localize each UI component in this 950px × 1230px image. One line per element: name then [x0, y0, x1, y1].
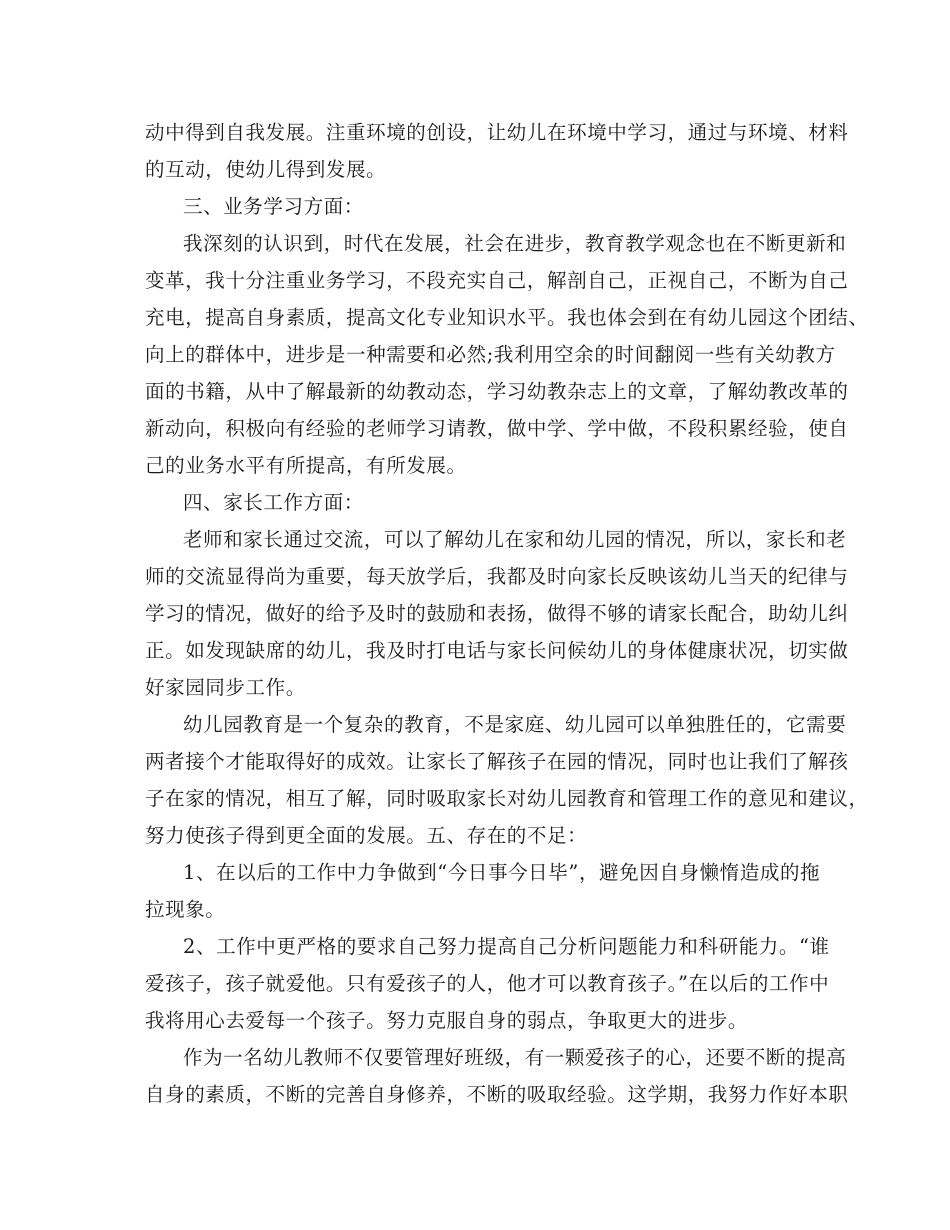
text-line: 师的交流显得尚为重要，每天放学后，我都及时向家长反映该幼儿当天的纪律与: [145, 565, 849, 588]
text-line: 面的书籍，从中了解最新的幼教动态，学习幼教杂志上的文章，了解幼教改革的: [145, 380, 849, 403]
text-line: 自身的素质，不断的完善自身修养，不断的吸取经验。这学期，我努力作好本职: [145, 1083, 849, 1106]
text-line: 己的业务水平有所提高，有所发展。: [145, 454, 467, 477]
text-line: 努力使孩子得到更全面的发展。五、存在的不足：: [145, 824, 588, 847]
text-line: 好家园同步工作。: [145, 676, 306, 699]
text-line: 子在家的情况，相互了解，同时吸取家长对幼儿园教育和管理工作的意见和建议，: [145, 787, 869, 810]
text-line: 我将用心去爱每一个孩子。努力克服自身的弱点，争取更大的进步。: [145, 1009, 749, 1032]
text-line: 新动向，积极向有经验的老师学习请教，做中学、学中做，不段积累经验，使自: [145, 417, 849, 440]
text-line: 作为一名幼儿教师不仅要管理好班级，有一颗爱孩子的心，还要不断的提高: [183, 1046, 847, 1069]
text-line: 正。如发现缺席的幼儿，我及时打电话与家长问候幼儿的身体健康状况，切实做: [145, 639, 849, 662]
text-line: 1、在以后的工作中力争做到“今日事今日毕”，避免因自身懒惰造成的拖: [183, 861, 821, 884]
text-line: 爱孩子，孩子就爱他。只有爱孩子的人，他才可以教育孩子。”在以后的工作中: [145, 972, 830, 995]
text-line: 学习的情况，做好的给予及时的鼓励和表扬，做得不够的请家长配合，助幼儿纠: [145, 602, 849, 625]
section-heading: 三、业务学习方面：: [183, 195, 364, 218]
text-line: 两者接个才能取得好的成效。让家长了解孩子在园的情况，同时也让我们了解孩: [145, 750, 849, 773]
text-line: 动中得到自我发展。注重环境的创设，让幼儿在环境中学习，通过与环境、材料: [145, 121, 849, 144]
text-line: 拉现象。: [145, 898, 226, 921]
text-line: 老师和家长通过交流，可以了解幼儿在家和幼儿园的情况，所以，家长和老: [183, 528, 847, 551]
text-line: 我深刻的认识到，时代在发展，社会在进步，教育教学观念也在不断更新和: [183, 232, 847, 255]
text-line: 充电，提高自身素质，提高文化专业知识水平。我也体会到在有幼儿园这个团结、: [145, 306, 869, 329]
section-heading: 四、家长工作方面：: [183, 491, 364, 514]
text-line: 的互动，使幼儿得到发展。: [145, 158, 387, 181]
text-line: 2、工作中更严格的要求自己努力提高自己分析问题能力和科研能力。“谁: [183, 935, 830, 958]
text-line: 幼儿园教育是一个复杂的教育，不是家庭、幼儿园可以单独胜任的，它需要: [183, 713, 847, 736]
text-line: 向上的群体中，进步是一种需要和必然;我利用空余的时间翻阅一些有关幼教方: [145, 343, 836, 366]
text-line: 变革，我十分注重业务学习，不段充实自己，解剖自己，正视自己，不断为自己: [145, 269, 849, 292]
